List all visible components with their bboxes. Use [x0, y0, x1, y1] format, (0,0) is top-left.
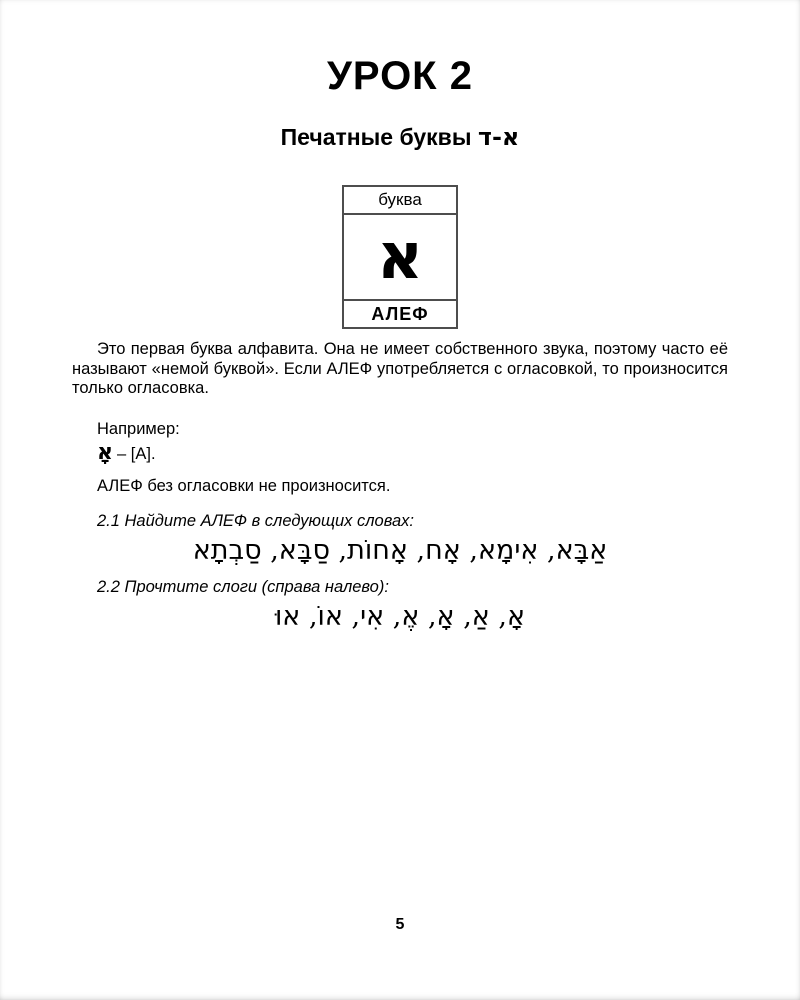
exercise-2-2-label: 2.2 Прочтите слоги (справа налево):	[97, 577, 389, 596]
page-number: 5	[395, 916, 405, 933]
lesson-title: УРОК 2	[327, 54, 473, 98]
subtitle-hebrew-range: א-ד	[477, 122, 520, 151]
letter-card	[342, 185, 458, 329]
example-hebrew-letter: אָ	[97, 438, 114, 465]
hebrew-letter-alef: א	[376, 219, 424, 294]
example-note: АЛЕФ без огласовки не произносится.	[97, 476, 391, 495]
example-transcription: – [А].	[117, 444, 156, 463]
exercise-2-1-hebrew-words: אַבָּא, אִימָא, אָח, אָחוֹת, סַבָּא, סַבְתָא	[192, 534, 608, 566]
intro-paragraph: Это первая буква алфавита. Она не имеет собственного звука, поэтому часто её называют «немой буквой». Если АЛЕФ употребляется с огласовкой, то произносится только огласовка.	[72, 340, 728, 397]
letter-card-name: АЛЕФ	[344, 299, 456, 327]
exercise-2-2-hebrew-syllables: אָ, אַ, אָ, אֶ, אִי, אוֹ, אוּ	[274, 600, 526, 632]
letter-card-header: буква	[344, 187, 456, 215]
example-label: Например:	[97, 419, 180, 438]
section-subtitle	[0, 122, 800, 151]
subtitle-text: Печатные буквы	[280, 124, 472, 150]
example-line	[97, 439, 728, 467]
exercise-2-1-label: 2.1 Найдите АЛЕФ в следующих словах:	[97, 511, 414, 530]
